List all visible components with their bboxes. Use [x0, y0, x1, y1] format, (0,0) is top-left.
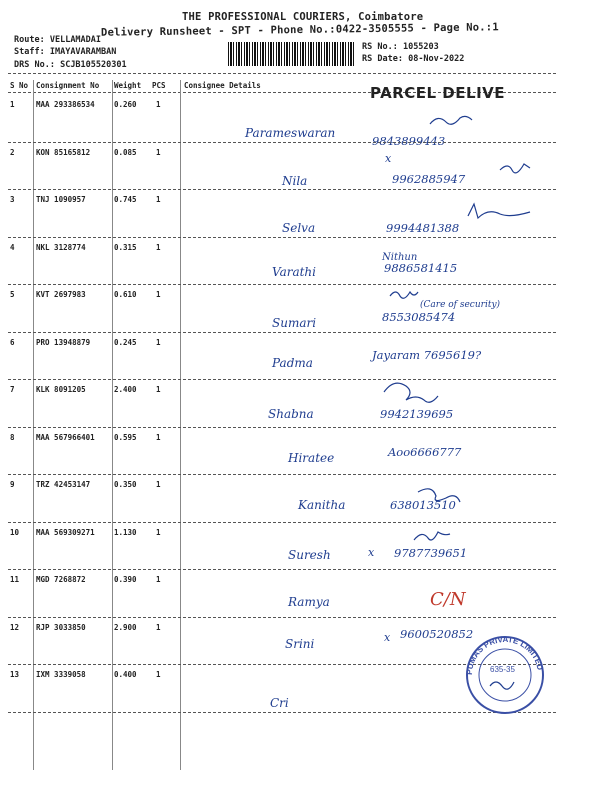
row-consignment: KVT 2697983	[36, 290, 86, 299]
signature-row5	[390, 292, 418, 298]
consignee-name: Cri	[270, 696, 289, 710]
row-sno: 10	[10, 527, 20, 537]
row-consignment: KLK 8091205	[36, 385, 86, 394]
signature-row2	[500, 164, 530, 173]
rs-date-value: 08-Nov-2022	[408, 54, 465, 64]
consignee-name: Shabna	[268, 407, 314, 421]
row-pcs: 1	[156, 195, 161, 204]
col-pcs: PCS	[152, 81, 166, 90]
row-sno: 5	[10, 290, 15, 299]
route-value: VELLAMADAI	[49, 35, 102, 45]
rs-no-label: RS No.:	[362, 42, 398, 52]
parcel-delivery-stamp: PARCEL DELIVE	[370, 84, 506, 102]
row-pcs: 1	[156, 147, 161, 157]
row-weight: 0.595	[114, 432, 137, 442]
col-weight: Weight	[114, 81, 142, 90]
consignee-name: Parameswaran	[245, 126, 336, 140]
signature-row10	[414, 532, 450, 540]
row-pcs: 1	[156, 622, 161, 632]
row-pcs: 1	[156, 480, 161, 489]
row4-note: Nithun	[382, 252, 418, 263]
consignee-phone: 9787739651	[394, 545, 468, 560]
row-sno: 7	[10, 385, 15, 394]
consignee-phone: 9843899443	[372, 134, 446, 148]
consignee-name: Sumari	[272, 316, 317, 330]
row-pcs: 1	[156, 527, 161, 537]
row-pcs: 1	[156, 575, 161, 584]
row-pcs: 1	[156, 337, 161, 347]
row-weight: 0.350	[114, 480, 137, 489]
consignee-phone: 8553085474	[382, 310, 456, 324]
row-weight: 2.400	[114, 385, 137, 394]
col-sno: S No	[10, 81, 29, 90]
row-sno: 6	[10, 337, 15, 347]
col-consignee: Consignee Details	[184, 81, 261, 90]
signature-row3	[468, 204, 530, 218]
row-sno: 12	[10, 622, 20, 632]
row10-mark: x	[368, 546, 375, 559]
row5-note: (Care of security)	[420, 300, 501, 310]
row-consignment: MAA 569309271	[36, 527, 95, 537]
rs-no-value: 1055203	[402, 42, 439, 52]
route-label: Route:	[14, 35, 45, 45]
consignee-name: Suresh	[288, 547, 331, 562]
row-pcs: 1	[156, 670, 161, 679]
row-sno: 1	[10, 100, 15, 109]
row-consignment: PRO 13948879	[36, 337, 91, 347]
stamp-signature	[490, 682, 514, 689]
rs-date-label: RS Date:	[362, 54, 403, 64]
drs-value: SCJB105520301	[60, 60, 127, 70]
row2-mark: x	[385, 152, 392, 165]
stamp-company-text: PUMAS PRIVATE LIMITED	[464, 634, 545, 676]
consignee-phone: 9886581415	[384, 260, 458, 275]
signature-row7	[384, 383, 438, 402]
consignee-name: Kanitha	[298, 498, 346, 512]
row-weight: 2.900	[114, 622, 137, 632]
row-sno: 13	[10, 670, 20, 679]
row-consignment: RJP 3033850	[36, 622, 86, 632]
drs-label: DRS No.:	[14, 60, 55, 70]
row-weight: 0.745	[114, 195, 137, 204]
consignee-name: Padma	[272, 355, 313, 370]
row-consignment: IXM 3339058	[36, 670, 86, 679]
row-consignment: TRZ 42453147	[36, 480, 91, 489]
consignee-name: Hiratee	[288, 450, 335, 465]
consignee-name: Selva	[282, 221, 316, 235]
row-sno: 11	[10, 575, 20, 584]
row-pcs: 1	[156, 242, 161, 252]
row-weight: 0.315	[114, 242, 137, 252]
stamp-number: 635-35	[490, 665, 515, 674]
consignee-name: Ramya	[288, 595, 330, 609]
consignee-phone: C/N	[430, 589, 466, 610]
company-title: THE PROFESSIONAL COURIERS, Coimbatore	[182, 11, 424, 23]
row-pcs: 1	[156, 100, 161, 109]
row-pcs: 1	[156, 432, 161, 442]
row-weight: 0.245	[114, 337, 137, 347]
col-consignment: Consignment No	[36, 81, 100, 90]
consignee-name: Srini	[285, 636, 315, 651]
consignee-phone: 9994481388	[386, 221, 460, 235]
company-round-stamp	[460, 630, 550, 720]
staff-label: Staff:	[14, 47, 45, 57]
staff-value: IMAYAVARAMBAN	[49, 47, 117, 57]
row12-mark: x	[384, 631, 391, 644]
consignee-name: Nila	[282, 173, 308, 188]
row-weight: 0.610	[114, 290, 137, 299]
row-consignment: TNJ 1090957	[36, 195, 86, 204]
consignee-phone: Aoo6666777	[388, 444, 462, 459]
row-consignment: NKL 3128774	[36, 242, 86, 252]
row-sno: 3	[10, 195, 15, 204]
row-sno: 8	[10, 432, 15, 442]
row-pcs: 1	[156, 290, 161, 299]
signature-row1	[430, 116, 472, 124]
consignee-phone: 9600520852	[400, 626, 474, 641]
runsheet-title: Delivery Runsheet - SPT - Phone No.:0422-3505555 - Page No.:1	[100, 21, 499, 39]
consignee-name: Varathi	[272, 264, 316, 279]
row-weight: 0.260	[114, 100, 137, 109]
row-weight: 1.130	[114, 527, 137, 537]
consignee-phone: 638013510	[390, 498, 456, 512]
row-consignment: MGD 7268872	[36, 575, 86, 584]
row-consignment: MAA 567966401	[36, 432, 95, 442]
signature-row9	[418, 489, 460, 502]
row-weight: 0.400	[114, 670, 137, 679]
row-sno: 9	[10, 480, 15, 489]
row-sno: 4	[10, 242, 15, 252]
row-pcs: 1	[156, 385, 161, 394]
consignee-phone: Jayaram 7695619?	[372, 347, 482, 362]
row-weight: 0.390	[114, 575, 137, 584]
consignee-phone: 9942139695	[380, 407, 454, 421]
row-consignment: KON 85165812	[36, 147, 91, 157]
row-sno: 2	[10, 147, 15, 157]
row-weight: 0.085	[114, 147, 137, 157]
consignee-phone: 9962885947	[392, 171, 466, 186]
row-consignment: MAA 293386534	[36, 100, 95, 109]
